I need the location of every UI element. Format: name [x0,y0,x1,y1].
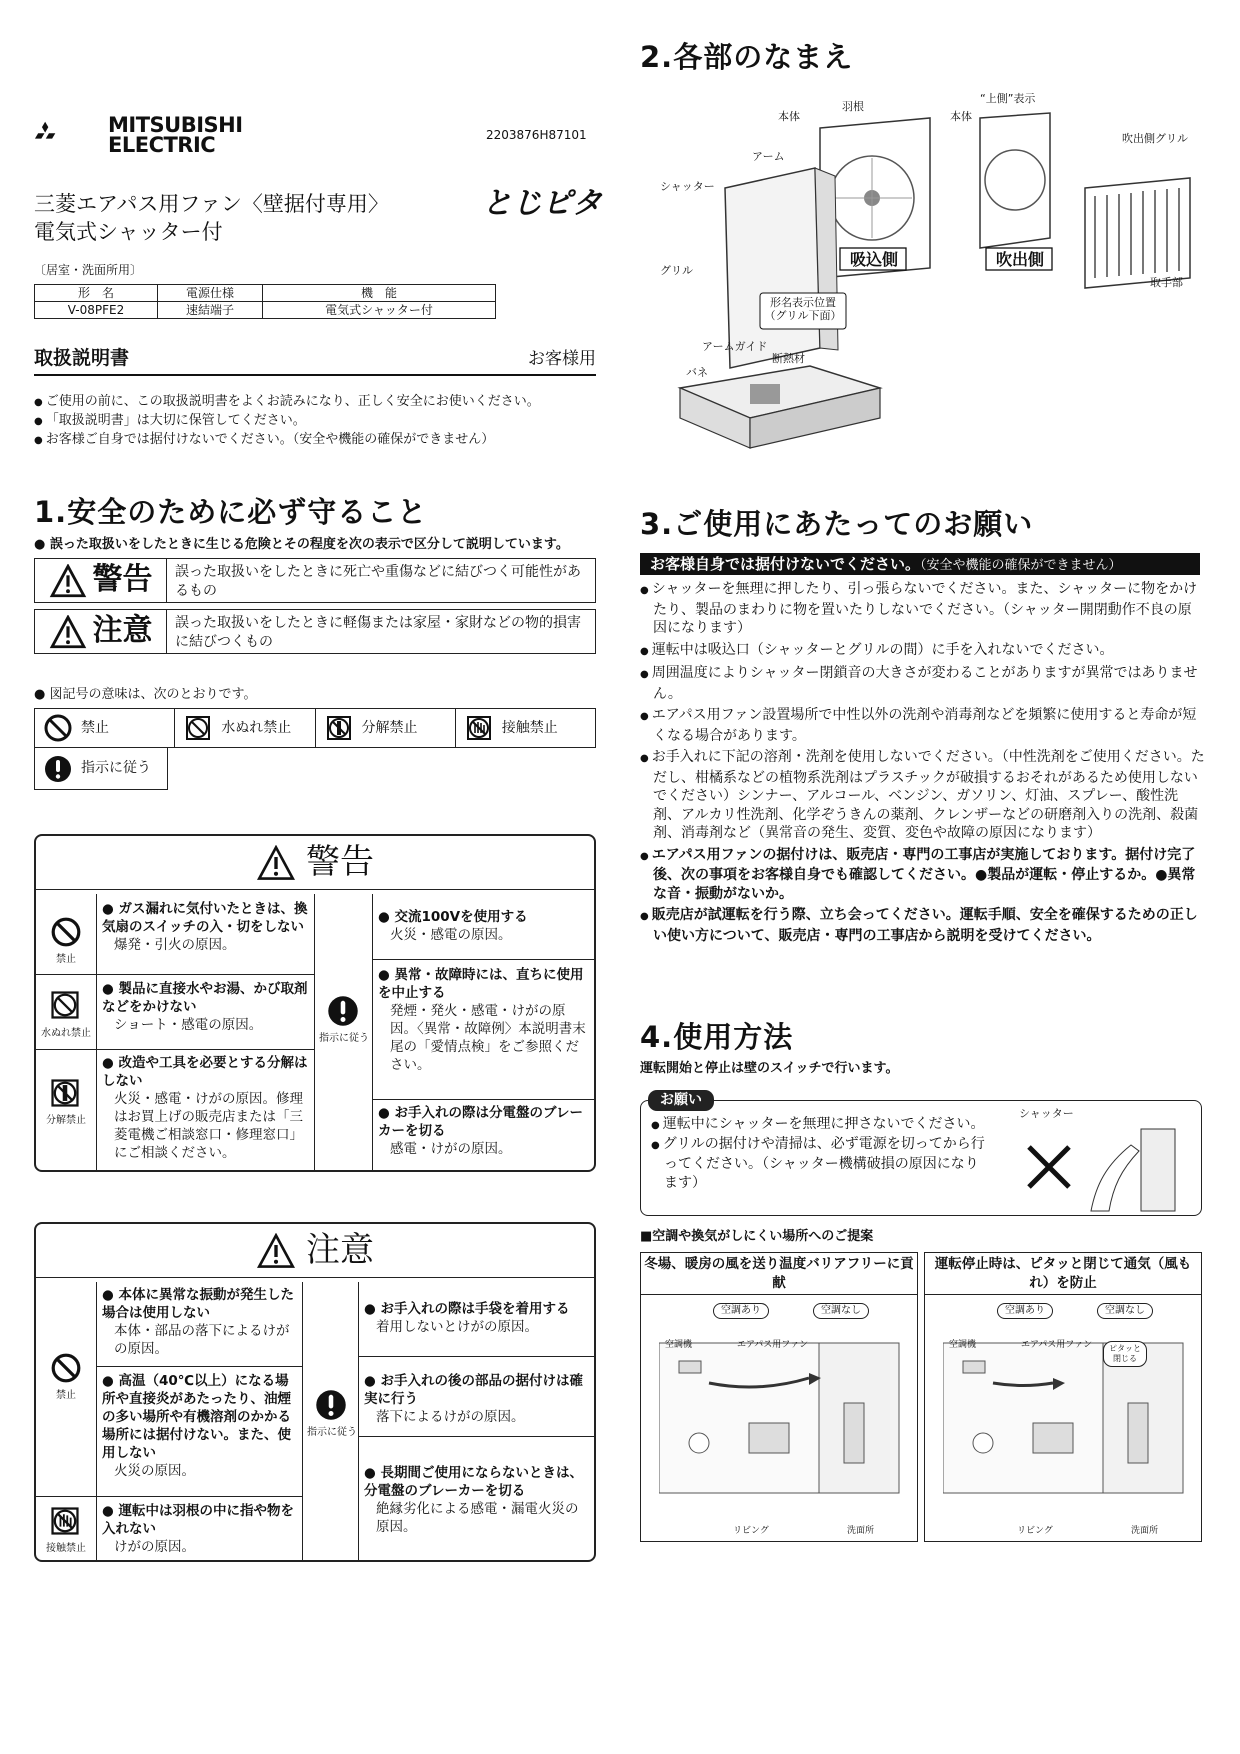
label-model-position: 形名表示位置（グリル下面） [764,296,842,322]
warning-badge: 警告 [35,559,167,602]
caution-item: ● お手入れの際は手袋を着用する 着用しないとけがの原因。 [364,1301,570,1335]
no-contact-icon [464,713,494,743]
spec-table [34,284,496,319]
prohibit-icon [43,713,73,743]
list-item: ● シャッターを無理に押したり、引っ張らないでください。また、シャッターに物をかけたり、製品のまわりに物を置いたりしないでください。（シャッター開閉動作不良の原因になります） [640,580,1205,638]
no-water-icon [183,713,213,743]
warning-item: ● ガス漏れに気付いたときは、換気扇のスイッチの入・切をしない 爆発・引火の原因。 [102,901,308,953]
section4-title: 4.使用方法 [640,1020,794,1054]
icon-caption: 禁止 [56,1390,76,1401]
spec-header: 電源仕様 [158,285,263,302]
section1-intro: ● 誤った取扱いをしたときに生じる危険とその程度を次の表示で区分して説明しています。 [34,537,569,552]
label-top-mark: “上側”表示 [980,92,1036,105]
warning-item: ● 交流100Vを使用する 火災・感電の原因。 [378,909,528,943]
symbol-prohibit: 禁止 [35,709,175,747]
label-shutter: シャッター [1019,1107,1074,1120]
spec-cell: V-08PFE2 [35,302,158,319]
list-item: ● お客様ご自身では据付けないでください。（安全や機能の確保ができません） [34,431,599,450]
tag-ac-off: 空調なし [813,1303,869,1319]
warning-item: ● 製品に直接水やお湯、かび取剤などをかけない ショート・感電の原因。 [102,981,308,1033]
symbol-no-water: 水ぬれ禁止 [175,709,315,747]
list-item: ● ご使用の前に、この取扱説明書をよくお読みになり、正しく安全にお使いください。 [34,393,599,412]
icon-caption: 指示に従う [319,1033,369,1044]
callout-close: ピタッと閉じる [1103,1341,1147,1367]
list-item: ● エアパス用ファン設置場所で中性以外の洗剤や消毒剤などを頻繁に使用すると寿命が短くなる場合があります。 [640,706,1205,745]
list-item: ● エアパス用ファンの据付けは、販売店・専門の工事店が実施しております。据付け完了後、次の事項をお客様自身でも確認してください。●製品が運転・停止するか。●異常な音・振動がないか。 [640,846,1205,904]
no-water-icon [48,988,82,1022]
spec-cell: 速結端子 [158,302,263,319]
list-item: ● グリルの据付けや清掃は、必ず電源を切ってから行ってください。（シャッター機構破損の原因になります） [651,1135,991,1193]
icon-caption: 禁止 [56,954,76,965]
warning-item: ● 異常・故障時には、直ちに使用を中止する 発煙・発火・感電・けがの原因。〈異常・故障例〉本説明書末尾の「愛情点検」をご参照ください。 [378,967,586,1073]
list-item: ● 「取扱説明書」は大切に保管してください。 [34,412,599,431]
label-intake-side: 吸込側 [849,250,898,269]
warning-triangle-icon [49,564,87,598]
instruction-icon [326,994,360,1028]
label-blade: 羽根 [842,100,864,113]
label-grill: グリル [660,264,693,277]
symbols-title: ● 図記号の意味は、次のとおりです。 [34,687,257,702]
usage-label: 〔居室・洗面所用〕 [34,263,143,277]
section2-title: 2.各部のなまえ [640,40,854,74]
label-fan: エアパス用ファン [737,1340,809,1350]
section3-notice-bar: お客様自身では据付けないでください。（安全や機能の確保ができません） [640,553,1200,575]
no-disassembly-icon [324,713,354,743]
label-ac: 空調機 [949,1340,977,1350]
warning-box [34,834,596,1172]
warning-item: ● 改造や工具を必要とする分解はしない 火災・感電・けがの原因。修理はお買上げの販売店または「三菱電機ご相談窓口・修理窓口」にご相談ください。 [102,1055,308,1161]
tag-ac-on: 空調あり [713,1303,769,1319]
panel-heading: 冬場、暖房の風を送り温度バリアフリーに貢献 [641,1253,917,1295]
proposal-title: ■空調や換気がしにくい場所へのご提案 [640,1229,874,1244]
list-item: ● 運転中は吸込口（シャッターとグリルの間）に手を入れないでください。 [640,641,1205,662]
room-illustration [943,1323,1185,1513]
caution-item: ● 運転中は羽根の中に指や物を入れない けがの原因。 [102,1503,294,1555]
label-body-exhaust: 本体 [950,110,972,123]
manual-title: 取扱説明書 [34,347,130,369]
proposal-panel [640,1252,918,1542]
icon-caption: 指示に従う [307,1427,357,1438]
section4-intro: 運転開始と停止は壁のスイッチで行います。 [640,1061,899,1076]
label-shutter: シャッター [660,180,715,193]
label-handle: 取手部 [1150,276,1183,289]
caution-box-header: 注意 [36,1224,594,1278]
list-item: ● お手入れに下記の溶剤・洗剤を使用しないでください。（中性洗剤をご使用ください。ただし、柑橘系などの植物系洗剤はプラスチックが破損するおそれがあるため使用しないでください）シンナー、アルコール、ベンジン、ガソリン、灯油、スプレー、酸性洗剤、アルカリ性洗剤、化学ぞうきんの薬剤、クレンザーなどの研磨剤入りの洗剤、殺菌剤、消毒剤など（異常音の発生、変質、変色や故障の原因になります） [640,748,1205,843]
caution-definition: 誤った取扱いをしたときに軽傷または家屋・家財などの物的損害に結びつくもの [175,615,581,650]
document-number: 2203876H87101 [486,128,587,142]
icon-caption: 接触禁止 [46,1543,86,1554]
label-exhaust-grill: 吹出側グリル [1122,132,1188,145]
caution-box [34,1222,596,1562]
caution-item: ● 本体に異常な振動が発生した場合は使用しない 本体・部品の落下によるけがの原因。 [102,1287,294,1357]
spec-header: 形 名 [35,285,158,302]
mitsubishi-logo-icon [34,100,104,162]
brand-name: MITSUBISHI ELECTRIC [108,113,243,157]
instruction-icon [43,754,73,784]
list-item: ● 運転中にシャッターを無理に押さないでください。 [651,1115,991,1135]
caution-item: ● お手入れの後の部品の据付けは確実に行う 落下によるけがの原因。 [364,1373,583,1425]
label-body: 本体 [778,110,800,123]
panel-heading: 運転停止時は、ピタッと閉じて通気（風もれ）を防止 [925,1253,1201,1295]
shutter-shape [725,168,820,368]
caution-badge: 注意 [35,610,167,653]
hand-icon [1091,1145,1139,1211]
label-ac: 空調機 [665,1340,693,1350]
spec-header: 機 能 [263,285,496,302]
list-item: ● 販売店が試運転を行う際、立ち会ってください。運転手順、安全を確保するための正しい使い方について、販売店・専門の工事店から説明を受けてください。 [640,906,1205,945]
no-disassembly-icon [48,1076,82,1110]
label-fan: エアパス用ファン [1021,1340,1093,1350]
exhaust-grill-shape [1085,178,1190,288]
warning-item: ● お手入れの際は分電盤のブレーカーを切る 感電・けがの原因。 [378,1105,583,1157]
icon-caption: 分解禁止 [46,1115,86,1126]
label-arm: アーム [752,150,785,163]
request-tag: お願い [648,1090,714,1111]
spec-cell: 電気式シャッター付 [263,302,496,319]
prohibit-icon [50,1352,82,1384]
warning-triangle-icon [256,845,296,881]
room-illustration [659,1323,901,1513]
warning-signal-row [34,558,596,603]
label-living: リビング [733,1526,769,1536]
intro-list [34,393,599,450]
warning-box-header: 警告 [36,836,594,890]
manual-header [34,346,596,376]
caution-item: ● 高温（40℃以上）になる場所や直接炎があたったり、油煙の多い場所や有機溶剤のかかる場所には据付けない。また、使用しない 火災の原因。 [102,1373,291,1479]
product-title: 三菱エアパス用ファン〈壁据付専用〉 電気式シャッター付 [34,192,389,244]
label-washroom: 洗面所 [847,1526,875,1536]
no-push-illustration [1021,1125,1191,1213]
caution-signal-row [34,609,596,654]
section3-title: 3.ご使用にあたってのお願い [640,507,1034,541]
symbol-follow: 指示に従う [34,748,168,790]
no-contact-icon [48,1504,82,1538]
request-box [640,1100,1202,1216]
icon-caption: 水ぬれ禁止 [41,1028,91,1039]
exhaust-body-shape [980,113,1050,248]
label-washroom: 洗面所 [1131,1526,1159,1536]
label-exhaust-side: 吹出側 [995,250,1044,269]
label-living: リビング [1017,1526,1053,1536]
manual-audience: お客様用 [528,349,596,369]
section3-list [640,580,1205,948]
instruction-icon [314,1388,348,1422]
warning-definition: 誤った取扱いをしたときに死亡や重傷などに結びつく可能性があるもの [175,564,581,599]
label-arm-guide: アームガイド [702,340,768,353]
tag-ac-off: 空調なし [1097,1303,1153,1319]
caution-triangle-icon [256,1233,296,1269]
proposal-panel [924,1252,1202,1542]
label-spring: バネ [686,366,708,379]
caution-triangle-icon [49,615,87,649]
label-insulation: 断熱材 [772,352,805,365]
caution-item: ● 長期間ご使用にならないときは、分電盤のブレーカーを切る 絶縁劣化による感電・漏電火災の原因。 [364,1465,583,1535]
symbol-no-disassembly: 分解禁止 [316,709,456,747]
list-item: ● 周囲温度によりシャッター閉鎖音の大きさが変わることがありますが異常ではありません。 [640,664,1205,703]
symbol-legend [34,708,596,748]
tag-ac-on: 空調あり [997,1303,1053,1319]
symbol-no-contact: 接触禁止 [456,709,595,747]
series-logo: とじピタ [482,186,602,221]
section1-title: 1.安全のために必ず守ること [34,495,428,529]
prohibit-icon [50,916,82,948]
